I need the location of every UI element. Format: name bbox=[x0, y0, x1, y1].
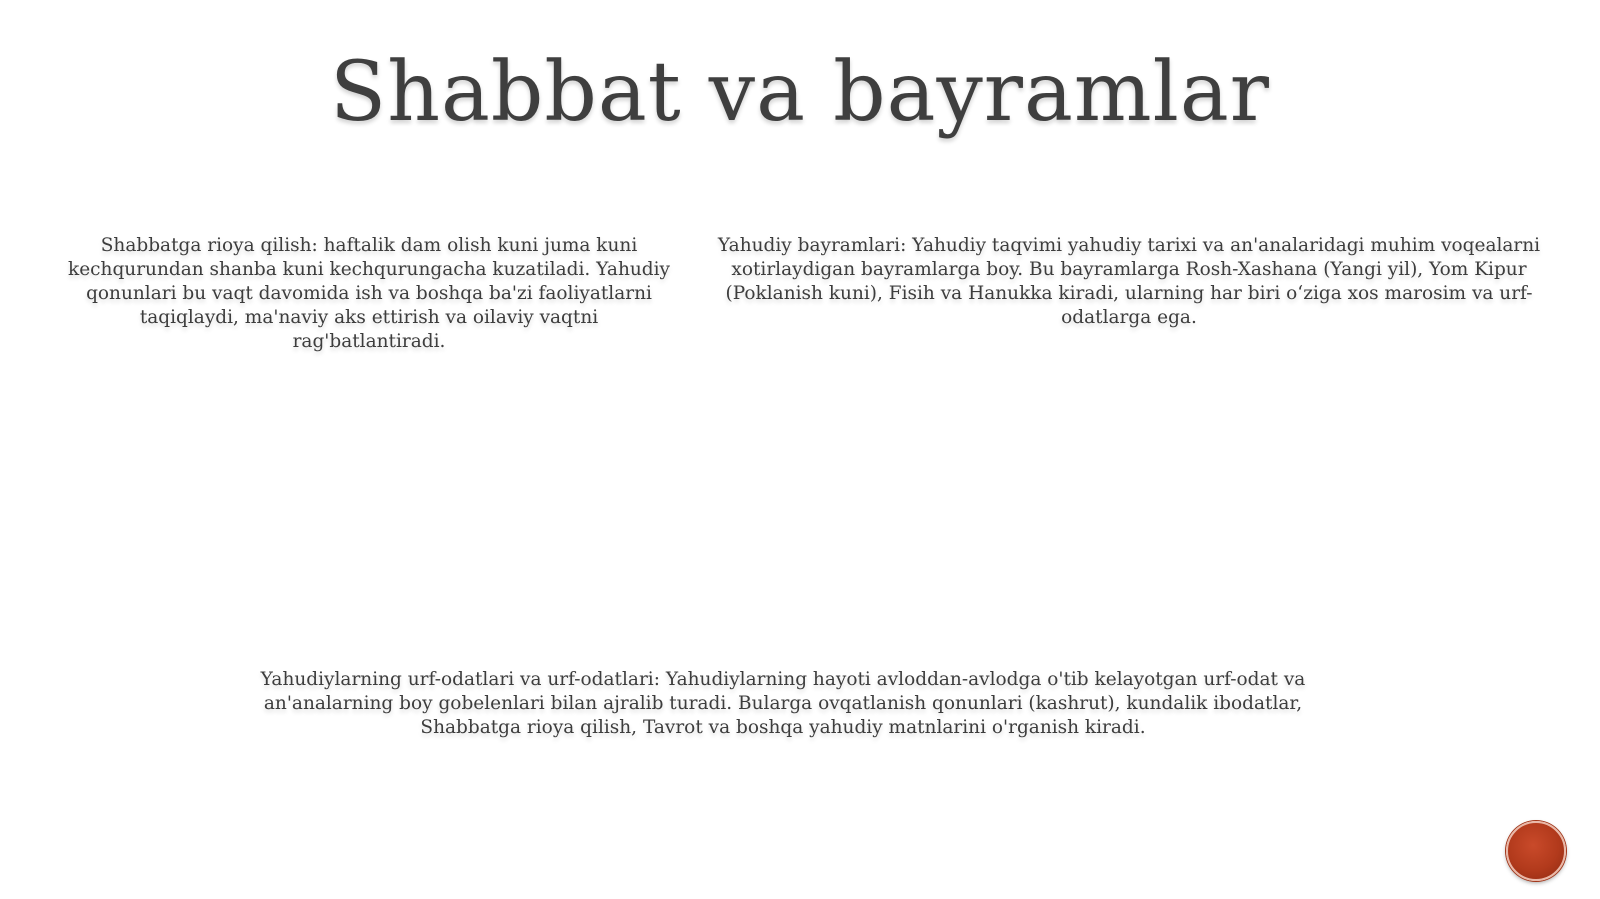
circle-button-icon[interactable] bbox=[1506, 821, 1566, 881]
slide-title: Shabbat va bayramlar bbox=[330, 45, 1270, 140]
jewish-holidays-text: Yahudiy bayramlari: Yahudiy taqvimi yahudiy tarixi va an'analaridagi muhim voqealarni xotirlaydigan bayramlarga boy. Bu bayramlarga Rosh-Xashana (Yangi yil), Yom Kipur (Poklanish kuni), Fisih va Hanukka kiradi, ularning har biri o‘ziga xos marosim va urf-odatlarga ega. bbox=[717, 235, 1541, 328]
jewish-customs-text: Yahudiylarning urf-odatlari va urf-odatlari: Yahudiylarning hayoti avloddan-avlodga o'tib kelayotgan urf-odat va an'analarning boy gobelenlari bilan ajralib turadi. Bularga ovqatlanish qonunlari (kashrut), kundalik ibodatlar, Shabbatga rioya qilish, Tavrot va boshqa yahudiy matnlarini o'rganish kiradi. bbox=[260, 669, 1306, 738]
shabbat-observance-text: Shabbatga rioya qilish: haftalik dam olish kuni juma kuni kechqurundan shanba kuni kechqurungacha kuzatiladi. Yahudiy qonunlari bu vaqt davomida ish va boshqa ba'zi faoliyatlarni taqiqlaydi, ma'naviy aks ettirish va oilaviy vaqtni rag'batlantiradi. bbox=[68, 235, 670, 352]
